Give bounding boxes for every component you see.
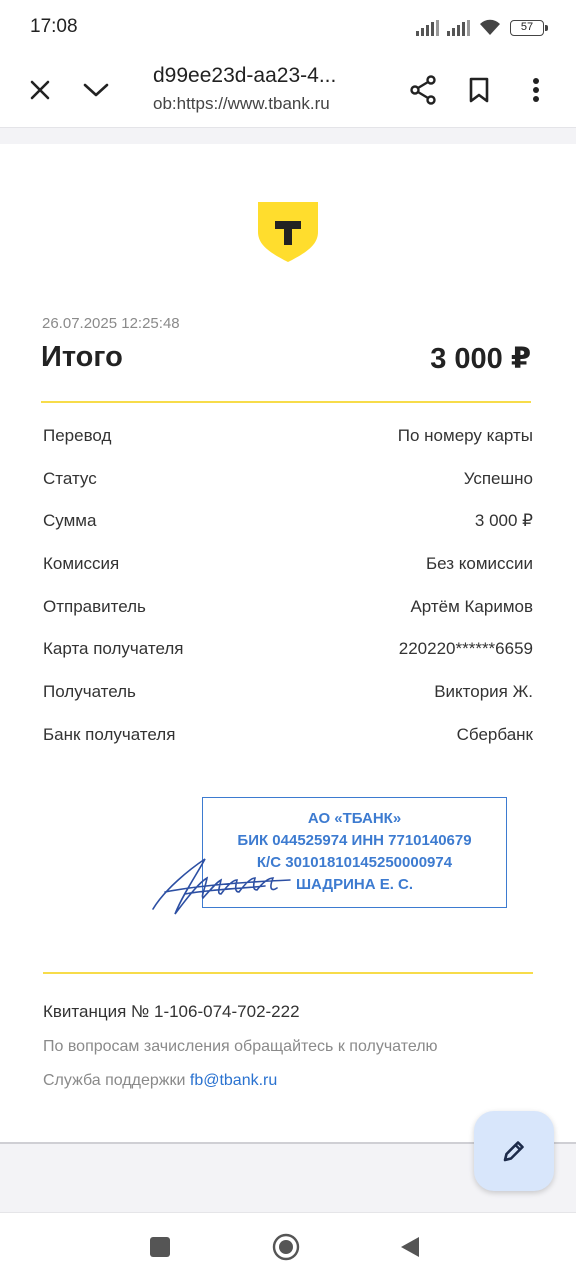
wifi-icon — [478, 18, 502, 36]
signal-icon-2 — [447, 20, 470, 36]
chevron-down-icon — [83, 82, 109, 98]
close-icon — [29, 79, 51, 101]
support-line — [43, 1072, 533, 1090]
stamp-line: АО «ТБАНК» — [307, 810, 402, 827]
detail-value: Сбербанк — [456, 724, 533, 744]
detail-label: Банк получателя — [43, 724, 176, 744]
page-title: d99ee23d-aa23-4... — [153, 64, 337, 87]
stamp-line: К/С 30101810145250000974 — [256, 854, 453, 871]
detail-value: Успешно — [463, 468, 533, 488]
status-bar — [0, 0, 576, 56]
details-list — [43, 426, 533, 768]
stamp-line: ШАДРИНА Е. С. — [295, 876, 414, 893]
detail-label: Статус — [43, 468, 97, 488]
detail-row — [43, 682, 533, 725]
detail-label: Перевод — [43, 426, 112, 445]
back-button[interactable] — [393, 1230, 427, 1264]
detail-row — [43, 554, 533, 597]
browser-toolbar — [0, 56, 576, 128]
detail-label: Сумма — [43, 511, 97, 531]
detail-value: Без комиссии — [425, 554, 533, 574]
detail-label: Получатель — [43, 682, 136, 702]
edit-button[interactable] — [474, 1111, 554, 1191]
status-time: 17:08 — [30, 16, 78, 37]
detail-row — [43, 725, 533, 768]
pencil-icon — [500, 1137, 528, 1165]
detail-row — [43, 597, 533, 640]
status-icons — [416, 18, 544, 36]
support-email-link[interactable]: fb@tbank.ru — [189, 1072, 278, 1089]
detail-row — [43, 426, 533, 469]
battery-level: 57 — [520, 21, 534, 33]
detail-value: Артём Каримов — [410, 596, 533, 616]
menu-button[interactable] — [516, 70, 556, 110]
divider-bottom — [43, 972, 533, 974]
detail-row — [43, 469, 533, 512]
detail-label: Карта получателя — [43, 639, 184, 659]
receipt-footer — [43, 1002, 533, 1090]
share-button[interactable] — [403, 70, 443, 110]
detail-label: Отправитель — [43, 596, 146, 616]
detail-row — [43, 511, 533, 554]
recents-icon — [149, 1236, 171, 1258]
detail-value: По номеру карты — [397, 426, 533, 445]
recipient-note: По вопросам зачисления обращайтесь к получателю — [43, 1038, 438, 1055]
signature — [145, 834, 295, 924]
stamp-line: БИК 044525974 ИНН 7710140679 — [237, 832, 472, 849]
recents-button[interactable] — [143, 1230, 177, 1264]
receipt-document — [0, 144, 576, 1142]
bookmark-button[interactable] — [459, 70, 499, 110]
more-vert-icon — [532, 77, 540, 103]
system-nav-bar — [0, 1212, 576, 1280]
home-button[interactable] — [269, 1230, 303, 1264]
support-label: Служба поддержки — [43, 1072, 186, 1089]
tbank-logo — [258, 202, 318, 262]
battery-icon — [510, 20, 544, 36]
detail-label: Комиссия — [43, 554, 120, 574]
expand-button[interactable] — [76, 70, 116, 110]
detail-row — [43, 639, 533, 682]
share-icon — [409, 75, 437, 105]
detail-value: 220220******6659 — [398, 639, 533, 659]
bookmark-icon — [468, 76, 490, 104]
receipt-datetime: 26.07.2025 12:25:48 — [42, 315, 180, 332]
signal-icon — [416, 20, 439, 36]
total-amount: 3 000 ₽ — [430, 343, 531, 375]
home-icon — [271, 1232, 301, 1262]
back-icon — [399, 1235, 421, 1259]
total-label: Итого — [41, 341, 123, 373]
detail-value: 3 000 ₽ — [474, 511, 533, 531]
close-button[interactable] — [20, 70, 60, 110]
detail-value: Виктория Ж. — [434, 682, 533, 702]
receipt-number: Квитанция № 1-106-074-702-222 — [43, 1002, 300, 1021]
page-url: ob:https://www.tbank.ru — [153, 94, 330, 113]
divider-top — [41, 401, 531, 403]
